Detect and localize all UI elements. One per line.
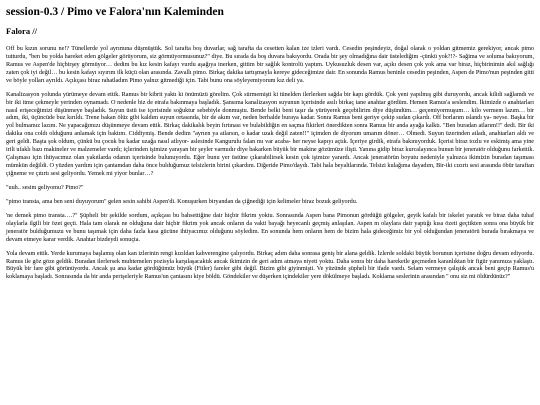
paragraph: Yola devam ettik. Yerde kurumaya başlamış olan kan izlerinin rengi kızıldan kahverengine çalıyordu. Birkaç adım daha sonrasa geniş bir alana geldik. İzlerde soldaki büyük borunun içerisine doğru devam ediyordu. Ramus ile göz göze geldik. Buradan ilerlersek muhtemelen pozisyla karşılaşacaktık ancak ikimizin de geri adım atmaya niyeti yoktu. Daha sonra bir daha hareketle geçmeden karanlıktan bir figür yanımıza yaklaştı. Büyük bir fare gibi görünüyordu. Ancak şu ana kadar gördüğümüz büyük (Fitler) fareler gibi değil. Bizim gibi giyinmişti. Ve yüzünde şüpheli bir ifade vardı. Selam vermeye çalıştık ancak beni geçip Ramus'u koklamaya başladı. Sonrasında da bir anda perişeleriyle Ramus'un çantasını kiye böldü. Göndekiler ve düşerken içindekiler yere dökülmeye başladı. Koklama seslerinin arasından '' onu siz mi öldürdünüz?''	[6, 249, 534, 281]
section-heading: Falora //	[6, 26, 37, 37]
paragraph: Off bu kızın sorunu ne!? Tünellerde yol ayrımına düşmüştük. Sol tarafta boş duvarlar, sağ tarafta da cesetten kalan ize izleri vardı. Cesedin peşindeyiz, doğal olarak o yoldan gitmemiz gerekiyor, ancak pimo tutturdu, "ben bu yolda hareket eden gölgeler görüyorum, siz görmüyormusunuz?" diye. Bu sırada da boş duvara bakıyordu. Orada bir şey olmadığına dair üstelediğim -çünkü yok?!?- Sağima ve soluma bakıyorum, Ramus ve Aspen'de hiçbirşey görmüyor… dedim bu kız kesin kafayı vurdu aşağıya inerken, gittim bir sağlık kontrolü yaptım. Uykusuzluk desen var, açıkı desen çok yok ama var biraz, hiçbirinimin akıl sağlığı zaten çok iyi değil… bu kesin kafayı sıyırım ilk küçü olan arasında. Zavallı pimo. Birkaç dakika tartışmayla kereye gideceğimize dair. En sonunda Ramus beninle cesedin peşinden, Aspen de Pimo'nun peşinden gitti ve böyle yolları ayrıldı. Açıkçası biraz rahatladım Pimo yalnız gitmediği için. Tabi bunu ona söyleyemiyorum kız deli ya.	[6, 44, 534, 84]
page-title: session-0.3 / Pimo ve Falora'nın Kaleminden	[6, 6, 224, 18]
paragraph: 'ne demek pimo transta….?" Şüpheli bir şekilde sordum, açıkçası bu bahsettiğine dair hiçbir fikrim yoktu. Sonrasında Aspen bana Pimonun gördüğü gölgeler, geyik kafalı bir iskelet yaratık ve biraz daha tuhaf olaylarla ilgili bir özet geçti. Hala tam olarak ne olduğuna dair hiçbir fikrim yok ancak onların da vakti bayağı heyecanlı geçmiş anlaşılan. Aspen m olaylara dair yaptığı kısa özeti geçtikten sonra ona büyük bir jeneratör bulduğumuzu ve bunu taşımak için daha fazla kasa gücüne ihtiyacımız olduğunu söyledim. En sonunda hem onların hem de bizim hala gideceğimiz bir yol olduğundan jeneratörü burada bırakmaya ve devam etmeye karar verdik. Anahtar bizdeydi sonuçta.	[6, 211, 534, 243]
paragraph: "pimo transta, ama ben seni duyuyorum" gelen sesin sahibi Aspen'di. Konuşurken biryandan da çiğnediği için kelimeler biraz bozuk geliyordu.	[6, 197, 358, 205]
paragraph: "uuh.. sesim geliyomu? Pimo?"	[6, 183, 84, 191]
paragraph: Kanalizasyon yolunda yürümeye devam ettik. Ramus bir kibrit yaktı ki önümüzü görelim. Çok sürmemişti ki tünelden ilerlerken sağda bir kapı gördük. Çok yeni yapılmış gibi duruyordu, ancak kilidi sağlamdı ve bir iki itme çekmeyle yerinden oynamadı. O nedenle biz de etrafa bakınmaya başladık. Şansıma kanalizasyon suyunun içerisinde asılı birkaç tane anahtar gördüm. Hemen Ramus'a seslendim. İkimizde o anahtarları nasıl erişeceğimizi düşünmeye başladık. Suyun üstü ise içerisinde soğuktur sebebiyle donmuştu. Bende belki beni taşır da yürüyerek geçebilirim diye düşündüm… geçemiyormuşum… kilo vermem lazım… bir adım, iki, üçüncüde buz kırıldı. Trene bakan ölüz gibi kaldım suyun ortasında, bir de akım var, neden berhalde buraya kadar. Sonra Ramus beni geriye çekip sudan çıkardı. Off borlarım ıslandı ya- neyse. Başka bir yol bulmamız lazım. Ne yapacağımızı düşünmeye devam ettik. Birkaç dakikalık beyin fırtınası ve bulabildiğin en saçma fikirleri önerdikten sonra Ramus bir anda ayağa kalktı. "Ben buradan atlarım!!" dedi. Bir iki dakika ona coldı olduğunu anlamak için baktım. Ciddiymiş. Bende dedim "ayrıen ya atlarsın, o kadar uzak değil zaten!!" içimden de diyorum umarım döner… Olmedi. Suyun üzerinden atladı, anahtarları aldı ve geri geldi. Başta şok oldum, çünkü bu çocuk bu kadar uzağa nasıl atlıyor- aslesinde Kangurulu falan mı var acaba- her neyse kapıyı açtık. İçeriye girdik, etrafa bakınıyorduk. İçerisi biraz tozlu ve eskimiş ama yine irili ufaklı bazı makineler ve malzemeler vardı; içlerinden işimize yarayan bir şeyler varmıdır diye bakarken büyük bir makine gözümüze ilişti. Yanına gidip biraz kurcalayınca bunun bir jeneratör olduğunu farkettik. Çalışması için ihtiyacımız olan yakıtlarda odanın içerisinde bulunuyordu. Eğer bunu yer üstüne çıkarabilirsek kesin çok işimize yarardı. Ancak jeneratörün boyutu nedeniyle yalnızca ikimizin buradan taşıması mümkün değildi. O yüzden yardım için çantamdan daha önce bulduğumuz telsizlerin birini çıkardım. Diğeride Pimo'daydı. Tabi hala beyaltlarında. Telsizi kulağıma dayadım, Bir-iki cızırtı sesi arasında öbür taraftan çiğneme ve çıtırtı sesi geliyordu. Yemek mi yiyor bunlar…?	[6, 90, 534, 178]
